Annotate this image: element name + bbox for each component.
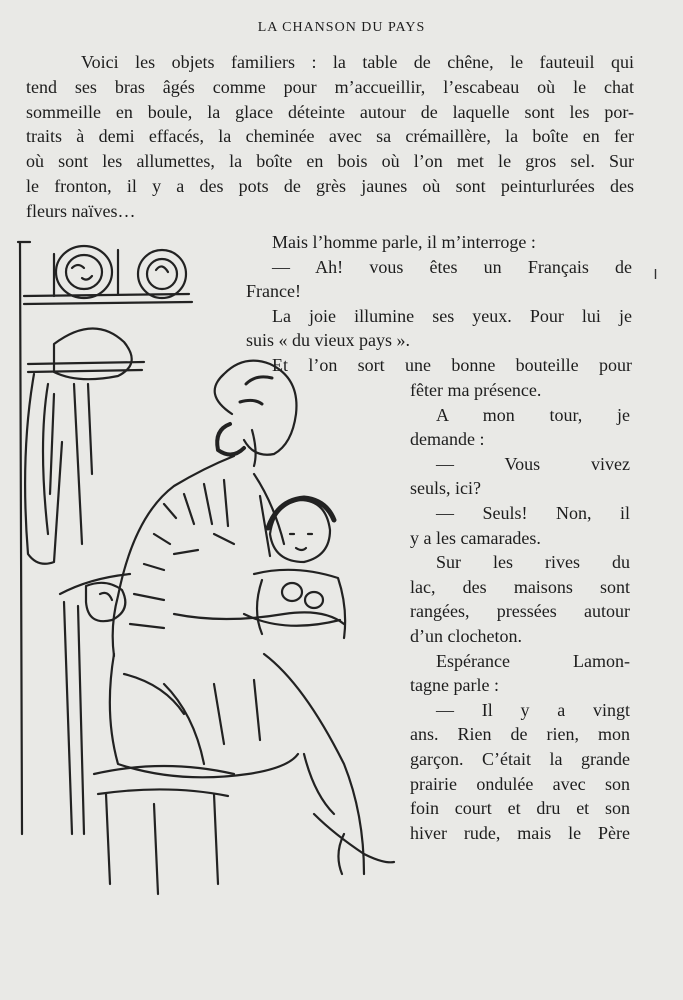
text-line: y a les camarades. bbox=[410, 527, 541, 548]
hanging-coat bbox=[25, 328, 144, 563]
text-line: tagne parle : bbox=[410, 675, 499, 696]
text-line: suis « du vieux pays ». bbox=[246, 330, 410, 351]
text-line: rangées, pressées autour bbox=[410, 601, 630, 622]
text-line: Et l’on sort une bonne bouteille pour bbox=[272, 354, 632, 375]
margin-mark bbox=[654, 266, 657, 276]
text-line: A mon tour, je bbox=[436, 404, 630, 425]
text-line: Sur les rives du bbox=[436, 552, 630, 573]
illustration-woman-with-baby bbox=[14, 234, 410, 904]
text-line: où sont les allumettes, la boîte en bois où l’on met le gros sel. Sur bbox=[26, 151, 634, 172]
text-line: garçon. C’était la grande bbox=[410, 748, 630, 769]
text-line: hiver rude, mais le Père bbox=[410, 822, 630, 843]
text-line: seuls, ici? bbox=[410, 478, 481, 499]
text-line: fêter ma présence. bbox=[410, 380, 542, 400]
running-head: LA CHANSON DU PAYS bbox=[257, 20, 426, 35]
text-line: foin court et dru et son bbox=[410, 798, 630, 819]
text-line: Voici les objets familiers : la table de chêne, le fauteuil qui bbox=[81, 52, 634, 72]
text-line: — Vous vivez bbox=[436, 453, 630, 474]
text-line: La joie illumine ses yeux. Pour lui je bbox=[272, 305, 632, 326]
text-line: — Il y a vingt bbox=[436, 699, 630, 720]
text-line: tend ses bras âgés comme pour m’accueillir, l’escabeau où le chat bbox=[26, 76, 634, 97]
text-line: — Seuls! Non, il bbox=[436, 502, 630, 523]
text-line: — Ah! vous êtes un Français de bbox=[272, 256, 632, 277]
text-line: le fronton, il y a des pots de grès jaunes où sont peinturlurées des bbox=[26, 175, 634, 196]
intro-paragraph bbox=[26, 50, 634, 224]
text-line: ans. Rien de rien, mon bbox=[410, 724, 630, 745]
text-line: fleurs naïves… bbox=[26, 200, 136, 221]
text-line: d’un clocheton. bbox=[410, 625, 522, 646]
text-line: Espérance Lamon- bbox=[436, 650, 630, 671]
text-line: lac, des maisons sont bbox=[410, 576, 630, 597]
text-line: France! bbox=[246, 281, 301, 302]
text-line: sommeille en boule, la glace déteinte autour de laquelle sont les por- bbox=[26, 101, 634, 122]
text-line: traits à demi effacés, la cheminée avec sa crémaillère, la boîte en fer bbox=[26, 126, 634, 147]
text-line: prairie ondulée avec son bbox=[410, 773, 630, 794]
text-line: Mais l’homme parle, il m’interroge : bbox=[272, 232, 536, 252]
narrow-column-text bbox=[410, 378, 630, 845]
ink-drawing bbox=[14, 234, 410, 904]
text-line: demande : bbox=[410, 429, 485, 450]
chair bbox=[60, 574, 234, 894]
